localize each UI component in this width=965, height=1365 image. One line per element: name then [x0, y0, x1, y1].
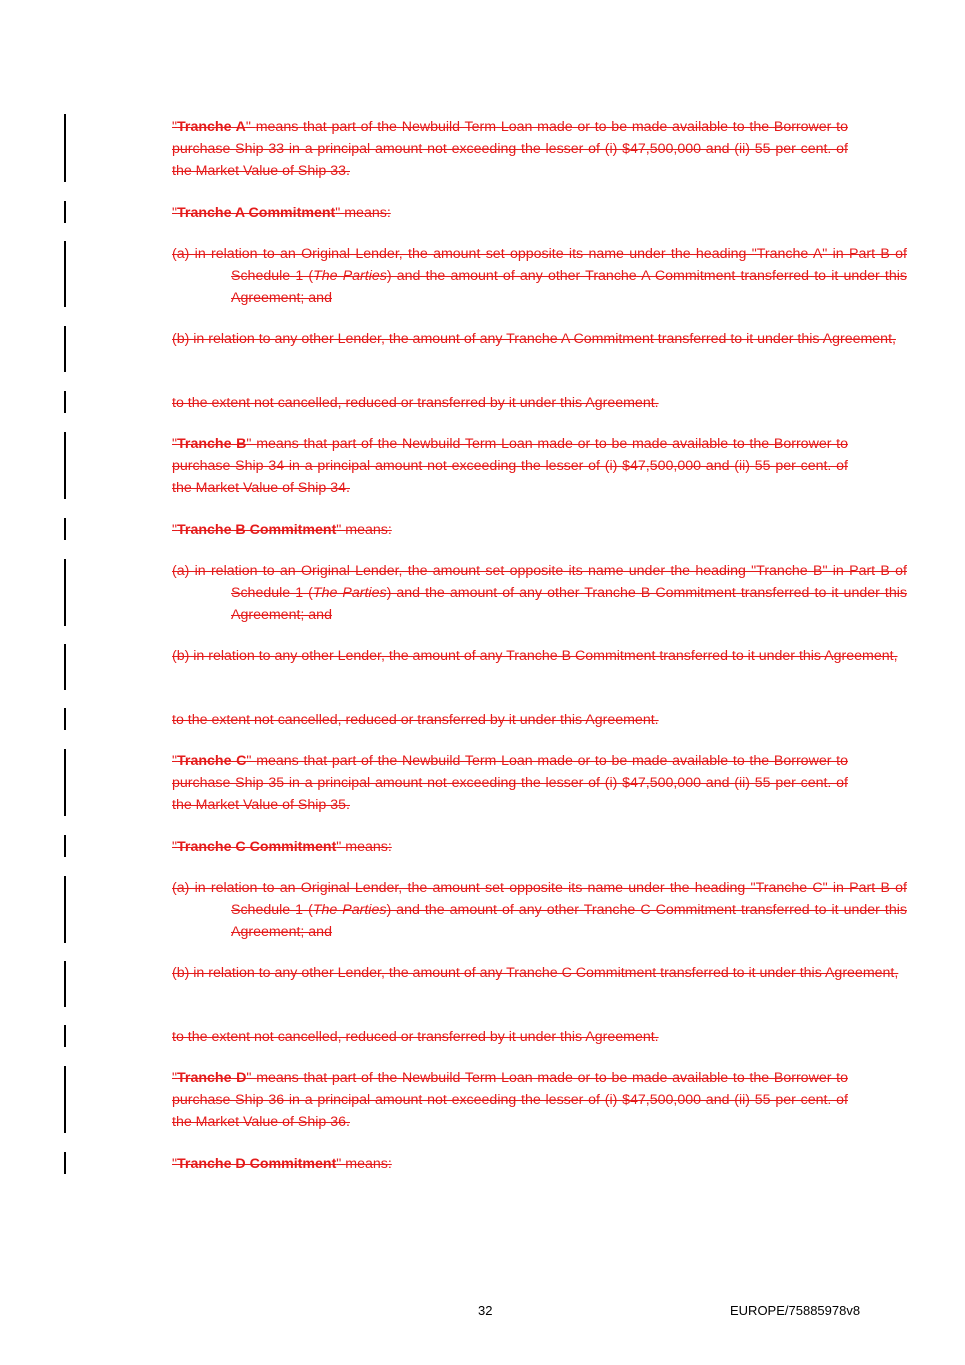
means-text: means:: [345, 1156, 392, 1172]
change-bar: [64, 391, 66, 413]
change-bar: [64, 201, 66, 223]
item-text: (a) in relation to an Original Lender, the amount set opposite its name under the heading "Tranche A" in Part B of Schedule 1 (: [172, 246, 907, 284]
change-bar: [64, 241, 66, 307]
item-text: (b) in relation to any other Lender, the amount of any Tranche B Commitment transferred to it under this Agreement,: [172, 648, 898, 664]
item-italic-text: The Parties: [313, 268, 387, 284]
change-bar: [64, 518, 66, 540]
change-bar: [64, 1066, 66, 1133]
defined-term: Tranche C Commitment: [177, 839, 337, 855]
closing-text: to the extent not cancelled, reduced or transferred by it under this Agreement.: [172, 395, 659, 411]
tranche-a-item-a: [172, 243, 907, 309]
tranche-c-item-a: [172, 877, 907, 943]
tranche-a-definition: "Tranche A" means that part of the Newbuild Term Loan made or to be made available to the Borrower to purchase Ship 33 in a principal amount not exceeding the lesser of (i) $47,500,000 and (ii) 55 per cent. of the Market Value of Ship 33.: [172, 119, 848, 179]
change-bar: [64, 708, 66, 730]
tranche-d-commitment-heading: "Tranche D Commitment" means:: [172, 1156, 392, 1172]
change-bar: [64, 876, 66, 943]
tranche-c-definition: "Tranche C" means that part of the Newbuild Term Loan made or to be made available to the Borrower to purchase Ship 35 in a principal amount not exceeding the lesser of (i) $47,500,000 and (ii) 55 per cent. of the Market Value of Ship 35.: [172, 753, 848, 813]
item-text: (b) in relation to any other Lender, the amount of any Tranche A Commitment transferred to it under this Agreement,: [172, 331, 896, 347]
item-text: ) and the amount of any other Tranche C Commitment transferred to it under this Agreement; and: [231, 902, 907, 940]
document-reference: EUROPE/75885978v8: [730, 1303, 861, 1318]
tranche-c-closing: [172, 1026, 848, 1048]
definition-text: means that part of the Newbuild Term Loan made or to be made available to the Borrower to purchase Ship 36 in a principal amount not exceeding the lesser of (i) $47,500,000 and (ii) 55 per cent. of the Market Value of Ship 36.: [172, 1070, 848, 1130]
tranche-b-item-a: [172, 560, 907, 626]
means-text: means:: [345, 839, 392, 855]
item-text: (b) in relation to any other Lender, the amount of any Tranche C Commitment transferred to it under this Agreement,: [172, 965, 899, 981]
definition-text: means that part of the Newbuild Term Loan made or to be made available to the Borrower to purchase Ship 33 in a principal amount not exceeding the lesser of (i) $47,500,000 and (ii) 55 per cent. of the Market Value of Ship 33.: [172, 119, 848, 179]
item-italic-text: The Parties: [312, 585, 387, 601]
defined-term: Tranche D: [177, 1070, 247, 1086]
closing-text: to the extent not cancelled, reduced or transferred by it under this Agreement.: [172, 1029, 659, 1045]
closing-text: to the extent not cancelled, reduced or transferred by it under this Agreement.: [172, 712, 659, 728]
defined-term: Tranche D Commitment: [177, 1156, 337, 1172]
tranche-c-item-b: [172, 962, 907, 984]
tranche-b-commitment-heading: "Tranche B Commitment" means:: [172, 522, 392, 538]
tranche-a-commitment-heading: "Tranche A Commitment" means:: [172, 205, 391, 221]
change-bar: [64, 559, 66, 626]
change-bar: [64, 432, 66, 499]
definition-text: means that part of the Newbuild Term Loan made or to be made available to the Borrower to purchase Ship 35 in a principal amount not exceeding the lesser of (i) $47,500,000 and (ii) 55 per cent. of the Market Value of Ship 35.: [172, 753, 848, 813]
change-bar: [64, 749, 66, 816]
tranche-b-closing: [172, 709, 848, 731]
tranche-c-commitment-heading: "Tranche C Commitment" means:: [172, 839, 392, 855]
defined-term: Tranche A: [177, 119, 246, 135]
change-bar: [64, 961, 66, 1007]
definition-text: means that part of the Newbuild Term Loan made or to be made available to the Borrower to purchase Ship 34 in a principal amount not exceeding the lesser of (i) $47,500,000 and (ii) 55 per cent. of the Market Value of Ship 34.: [172, 436, 848, 496]
tranche-a-item-b: [172, 328, 907, 350]
item-text: ) and the amount of any other Tranche A Commitment transferred to it under this Agreement; and: [231, 268, 907, 306]
means-text: means:: [345, 522, 392, 538]
tranche-b-item-b: [172, 645, 907, 667]
item-text: (a) in relation to an Original Lender, the amount set opposite its name under the heading "Tranche B" in Part B of Schedule 1 (: [172, 563, 907, 601]
tranche-a-closing: [172, 392, 848, 414]
change-bar: [64, 326, 66, 372]
defined-term: Tranche C: [177, 753, 247, 769]
change-bar: [64, 114, 66, 182]
change-bar: [64, 1152, 66, 1174]
item-italic-text: The Parties: [312, 902, 387, 918]
tranche-b-definition: "Tranche B" means that part of the Newbuild Term Loan made or to be made available to the Borrower to purchase Ship 34 in a principal amount not exceeding the lesser of (i) $47,500,000 and (ii) 55 per cent. of the Market Value of Ship 34.: [172, 436, 848, 496]
change-bar: [64, 644, 66, 690]
defined-term: Tranche B: [177, 436, 247, 452]
change-bar: [64, 835, 66, 857]
defined-term: Tranche A Commitment: [177, 205, 336, 221]
page-number: 32: [478, 1303, 493, 1318]
change-bar: [64, 1025, 66, 1047]
means-text: means:: [344, 205, 391, 221]
tranche-d-definition: "Tranche D" means that part of the Newbuild Term Loan made or to be made available to the Borrower to purchase Ship 36 in a principal amount not exceeding the lesser of (i) $47,500,000 and (ii) 55 per cent. of the Market Value of Ship 36.: [172, 1070, 848, 1130]
item-text: (a) in relation to an Original Lender, the amount set opposite its name under the heading "Tranche C" in Part B of Schedule 1 (: [172, 880, 907, 918]
defined-term: Tranche B Commitment: [177, 522, 337, 538]
item-text: ) and the amount of any other Tranche B Commitment transferred to it under this Agreement; and: [231, 585, 907, 623]
